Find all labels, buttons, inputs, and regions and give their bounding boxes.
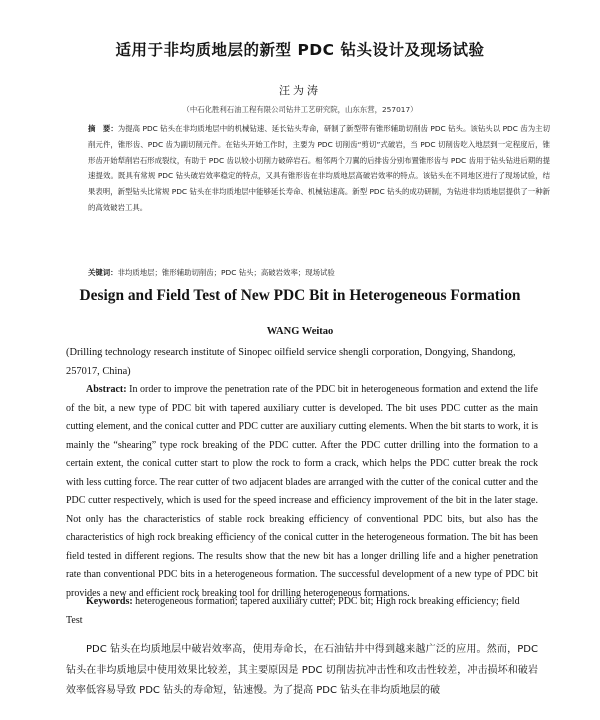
- chinese-abstract-label: 摘 要：: [88, 124, 118, 133]
- body-paragraph: PDC 钻头在均质地层中破岩效率高，使用寿命长，在石油钻井中得到越来越广泛的应用。然而，PDC 钻头在非均质地层中使用效果比较差，其主要原因是 PDC 切削齿抗冲击性和攻击性较差，冲击损坏和破岩效率低容易导致 PDC 钻头的寿命短，钻速慢。为了提高 PDC 钻头在非均质地层的破: [66, 644, 538, 696]
- chinese-keywords: [88, 266, 550, 280]
- english-author: WANG Weitao: [266, 326, 334, 337]
- english-abstract-text: In order to improve the penetration rate of the PDC bit in heterogeneous formation and extend the life of the bit, a new type of PDC bit with tapered auxiliary cutter is developed. The bit uses PDC cutter as the main cutting element, and the conical cutter and PDC cutter are auxiliary cutting elements. When the bit starts to work, it is mainly the “shearing” type rock breaking of the PDC cutter. After the PDC cutter drilling into the formation to a certain extent, the conical cutter start to plow the rock to form a crack, which helps the PDC cutter break the rock with less cutting force. The rear cutter of two adjacent blades are arranged with the cutter of the conical cutter and the PDC cutter respectively, which is used for the speed increase and efficiency improvement of the bit in the later stage. Not only has the characteristics of stable rock breaking efficiency of conventional PDC bits, but also has the characteristics of high rock breaking efficiency of the conical cutter in the heterogeneous formation. The bit has been field tested in different regions. The results show that the new bit has a longer drilling life and a higher penetration rate than conventional PDC bits in a heterogeneous formation. The successful development of a new type of PDC bit provides a new and efficient rock breaking tool for drilling heterogeneous formations.: [66, 384, 538, 599]
- chinese-affiliation: （中石化胜利石油工程有限公司钻井工艺研究院，山东东营，257017）: [182, 105, 418, 114]
- chinese-abstract: [88, 121, 550, 216]
- chinese-keywords-text: 非均质地层；锥形辅助切削齿；PDC 钻头；高破岩效率；现场试验: [117, 268, 335, 277]
- english-keywords: [66, 593, 538, 630]
- english-keywords-label: Keywords:: [86, 596, 133, 607]
- english-abstract-label: Abstract:: [86, 384, 127, 395]
- chinese-title: 适用于非均质地层的新型 PDC 钻头设计及现场试验: [115, 41, 485, 59]
- english-affiliation: (Drilling technology research institute of Sinopec oilfield service shengli corporation, Dongying, Shandong, 257017, China): [66, 347, 516, 377]
- english-title: Design and Field Test of New PDC Bit in Heterogeneous Formation: [79, 287, 521, 304]
- english-keywords-text: heterogeneous formation; tapered auxiliary cutter; PDC bit; High rock breaking efficiency; field Test: [66, 596, 520, 626]
- chinese-keywords-label: 关键词：: [88, 268, 118, 277]
- chinese-author: 汪为涛: [279, 84, 321, 97]
- chinese-abstract-text: 为提高 PDC 钻头在非均质地层中的机械钻速、延长钻头寿命，研制了新型带有锥形辅助切削齿 PDC 钻头。该钻头以 PDC 齿为主切削元件，锥形齿、PDC 齿为副切削元件。在钻头开始工作时，主要为 PDC 切削齿“剪切”式破岩，当 PDC 切削齿吃入地层到一定程度后，锥形齿开始犁削岩石形成裂纹，有助于 PDC 齿以较小切削力破碎岩石。相邻两个刀翼的后排齿分别布置锥形齿与 PDC 齿用于钻头钻进后期的提速提效。既具有常规 PDC 钻头破岩效率稳定的特点，又具有锥形齿在非均质地层高破岩效率的特点。该钻头在不同地区进行了现场试验，结果表明，新型钻头比常规 PDC 钻头在非均质地层中能够延长寿命、机械钻速高。新型 PDC 钻头的成功研制，为钻进非均质地层提供了一种新的高效破岩工具。: [88, 124, 550, 212]
- english-abstract: [66, 381, 538, 603]
